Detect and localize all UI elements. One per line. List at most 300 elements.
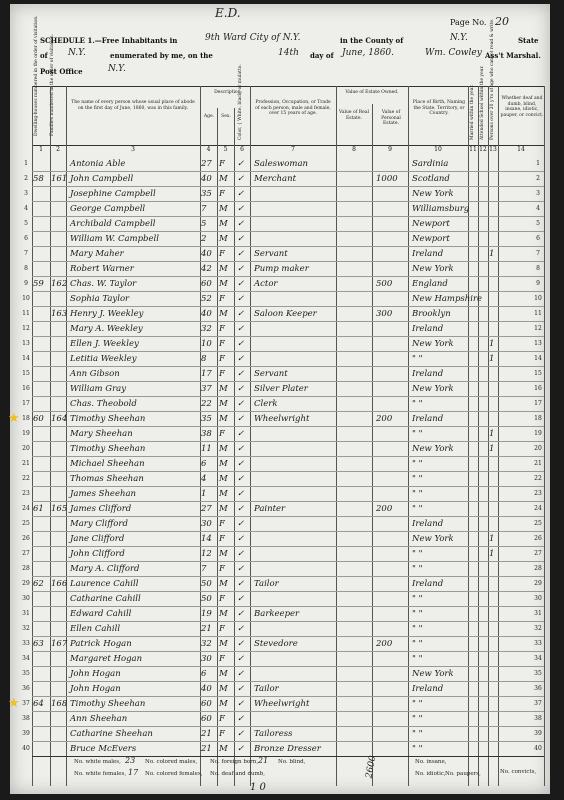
- person-name: George Campbell: [70, 204, 146, 214]
- family-number: 167: [51, 639, 68, 649]
- line-number: 22: [534, 475, 542, 482]
- footer-white-males: No. white males,: [74, 759, 121, 765]
- footer-deaf-dumb: No. deaf and dumb,: [210, 771, 265, 777]
- dwelling-number: 58: [33, 174, 44, 184]
- line-number: 3: [24, 190, 28, 197]
- dwelling-number: 60: [33, 414, 44, 424]
- cannot-read-write: 1: [489, 354, 495, 364]
- of-label: of: [40, 51, 48, 60]
- page-label: Page No.: [450, 18, 487, 27]
- person-age: 60: [201, 714, 212, 724]
- person-name: Thomas Sheehan: [70, 474, 144, 484]
- person-name: Ann Gibson: [70, 369, 120, 379]
- county: N.Y.: [450, 33, 468, 43]
- line-number: 6: [536, 235, 540, 242]
- person-name: Jane Clifford: [70, 534, 125, 544]
- birthplace: Ireland: [412, 519, 444, 529]
- dwelling-number: 62: [33, 579, 44, 589]
- line-number: 11: [22, 310, 30, 317]
- cannot-read-write: 1: [489, 534, 495, 544]
- row-rule: [32, 171, 544, 172]
- birthplace: " ": [412, 609, 423, 619]
- family-number: 165: [51, 504, 68, 514]
- line-number: 24: [22, 505, 30, 512]
- marshal-label: Ass't Marshal.: [485, 51, 541, 60]
- day-of-label: day of: [310, 51, 334, 60]
- person-name: John Campbell: [70, 174, 134, 184]
- birthplace: " ": [412, 594, 423, 604]
- birthplace: " ": [412, 714, 423, 724]
- person-sex: M: [219, 504, 228, 514]
- line-number: 34: [22, 655, 30, 662]
- line-number: 26: [22, 535, 30, 542]
- line-number: 16: [534, 385, 542, 392]
- dwelling-number: 64: [33, 699, 44, 709]
- col-head-4: Age.: [203, 114, 215, 119]
- person-age: 52: [201, 294, 212, 304]
- person-sex: F: [219, 594, 225, 604]
- line-number: 24: [534, 505, 542, 512]
- line-number: 5: [24, 220, 28, 227]
- line-number: 14: [534, 355, 542, 362]
- line-number: 34: [534, 655, 542, 662]
- footer-blind: No. blind,: [278, 759, 306, 765]
- footer-convicts: No. convicts,: [500, 769, 537, 775]
- birthplace: " ": [412, 429, 423, 439]
- person-age: 7: [201, 564, 207, 574]
- birthplace: Scotland: [412, 174, 450, 184]
- row-rule: [32, 501, 544, 502]
- enumerated-label: enumerated by me, on the: [110, 51, 213, 60]
- line-number: 21: [22, 460, 30, 467]
- person-name: Letitia Weekley: [70, 354, 137, 364]
- line-number: 28: [22, 565, 30, 572]
- line-number: 12: [534, 325, 542, 332]
- birthplace: " ": [412, 744, 423, 754]
- person-age: 27: [201, 504, 212, 514]
- person-sex: M: [219, 234, 228, 244]
- row-rule: [32, 426, 544, 427]
- person-age: 10: [201, 339, 212, 349]
- col-head-11: Married within the year.: [470, 84, 475, 140]
- person-sex: M: [219, 309, 228, 319]
- birthplace: New York: [412, 534, 454, 544]
- post-office-label: Post Office: [40, 67, 83, 76]
- person-sex: M: [219, 579, 228, 589]
- person-age: 35: [201, 414, 212, 424]
- row-rule: [32, 546, 544, 547]
- schedule-label: SCHEDULE 1.—Free Inhabitants in: [40, 36, 178, 45]
- row-rule: [32, 201, 544, 202]
- person-color: ✓: [237, 654, 245, 664]
- person-name: Michael Sheehan: [70, 459, 145, 469]
- birthplace: " ": [412, 504, 423, 514]
- person-sex: F: [219, 519, 225, 529]
- person-name: Catharine Sheehan: [70, 729, 153, 739]
- person-sex: M: [219, 669, 228, 679]
- footer-colored-females: No. colored females,: [145, 771, 203, 777]
- person-name: Chas. W. Taylor: [70, 279, 137, 289]
- family-number: 161: [51, 174, 68, 184]
- col-number: 13: [489, 146, 497, 153]
- birthplace: " ": [412, 699, 423, 709]
- person-color: ✓: [237, 339, 245, 349]
- person-name: John Hogan: [70, 684, 121, 694]
- person-name: Patrick Hogan: [70, 639, 132, 649]
- row-rule: [32, 681, 544, 682]
- line-number: 10: [534, 295, 542, 302]
- birthplace: Brooklyn: [412, 309, 451, 319]
- line-number: 35: [534, 670, 542, 677]
- birthplace: " ": [412, 459, 423, 469]
- row-rule: [32, 636, 544, 637]
- col-number: 9: [388, 146, 392, 153]
- line-number: 30: [22, 595, 30, 602]
- row-rule: [32, 531, 544, 532]
- person-sex: F: [219, 429, 225, 439]
- person-name: Catharine Cahill: [70, 594, 141, 604]
- person-sex: M: [219, 474, 228, 484]
- line-number: 29: [22, 580, 30, 587]
- footer-white-females: No. white females,: [74, 771, 127, 777]
- person-color: ✓: [237, 429, 245, 439]
- col-head-14: Whether deaf and dumb, blind, insane, idiotic, pauper, or convict.: [500, 96, 544, 118]
- person-color: ✓: [237, 414, 245, 424]
- line-number: 20: [22, 445, 30, 452]
- line-number: 21: [534, 460, 542, 467]
- col-head-3: The name of every person whose usual place of abode on the first day of June, 1860, was in this family.: [71, 100, 195, 111]
- row-rule: [32, 651, 544, 652]
- row-rule: [32, 366, 544, 367]
- line-number: 23: [22, 490, 30, 497]
- footer-insane: No. insane,: [415, 759, 447, 765]
- col-head-9: Value of Personal Estate.: [381, 110, 401, 126]
- person-sex: F: [219, 564, 225, 574]
- person-sex: F: [219, 354, 225, 364]
- row-rule: [32, 516, 544, 517]
- birthplace: Sardinia: [412, 159, 449, 169]
- col-head-13: Persons over 20 y'rs of age who cannot read & write.: [490, 18, 495, 140]
- person-color: ✓: [237, 264, 245, 274]
- person-age: 40: [201, 249, 212, 259]
- row-rule: [32, 291, 544, 292]
- person-color: ✓: [237, 369, 245, 379]
- birthplace: New Hampshire: [412, 294, 483, 304]
- footer-foreign-born: No. foreign born,: [210, 759, 259, 765]
- family-number: 162: [51, 279, 68, 289]
- birthplace: New York: [412, 264, 454, 274]
- person-occupation: Stevedore: [254, 639, 298, 649]
- row-rule: [32, 351, 544, 352]
- col-head-5: Sex.: [221, 114, 231, 119]
- person-name: James Clifford: [70, 504, 132, 514]
- line-number: 8: [536, 265, 540, 272]
- person-sex: M: [219, 699, 228, 709]
- person-age: 21: [201, 624, 212, 634]
- person-occupation: Saloon Keeper: [254, 309, 317, 319]
- census-page: [10, 4, 550, 794]
- person-age: 5: [201, 219, 207, 229]
- person-name: Sophia Taylor: [70, 294, 130, 304]
- line-number: 40: [534, 745, 542, 752]
- person-color: ✓: [237, 564, 245, 574]
- col-number: 11: [469, 146, 477, 153]
- person-color: ✓: [237, 159, 245, 169]
- person-color: ✓: [237, 534, 245, 544]
- line-number: 19: [534, 430, 542, 437]
- col-number: 14: [517, 146, 525, 153]
- row-rule: [32, 741, 544, 742]
- row-rule: [32, 276, 544, 277]
- person-occupation: Tailor: [254, 684, 279, 694]
- line-number: 4: [24, 205, 28, 212]
- post-office: N.Y.: [108, 64, 126, 74]
- line-number: 35: [22, 670, 30, 677]
- line-number: 17: [534, 400, 542, 407]
- line-number: 31: [22, 610, 30, 617]
- line-number: 10: [22, 295, 30, 302]
- person-sex: F: [219, 369, 225, 379]
- person-sex: M: [219, 414, 228, 424]
- page-number: 20: [495, 15, 509, 28]
- birthplace: " ": [412, 489, 423, 499]
- line-number: 22: [22, 475, 30, 482]
- birthplace: " ": [412, 399, 423, 409]
- person-name: Bruce McEvers: [70, 744, 137, 754]
- dwelling-number: 63: [33, 639, 44, 649]
- person-sex: M: [219, 684, 228, 694]
- col-rule: [372, 104, 373, 786]
- birthplace: " ": [412, 354, 423, 364]
- marshal: Wm. Cowley: [425, 48, 482, 58]
- row-rule: [32, 576, 544, 577]
- person-color: ✓: [237, 279, 245, 289]
- birthplace: Ireland: [412, 324, 444, 334]
- person-color: ✓: [237, 519, 245, 529]
- person-age: 12: [201, 549, 212, 559]
- line-number: 7: [536, 250, 540, 257]
- line-number: 15: [534, 370, 542, 377]
- row-rule: [32, 231, 544, 232]
- row-rule: [32, 456, 544, 457]
- row-rule: [32, 621, 544, 622]
- person-name: Mary Maher: [70, 249, 124, 259]
- person-occupation: Silver Plater: [254, 384, 308, 394]
- line-number: 6: [24, 235, 28, 242]
- cannot-read-write: 1: [489, 249, 495, 259]
- person-age: 32: [201, 639, 212, 649]
- person-age: 8: [201, 354, 207, 364]
- row-rule: [32, 396, 544, 397]
- person-name: Antonia Able: [70, 159, 126, 169]
- personal-estate-value: 200: [376, 414, 393, 424]
- person-age: 27: [201, 159, 212, 169]
- line-number: 15: [22, 370, 30, 377]
- row-rule: [32, 411, 544, 412]
- person-age: 38: [201, 429, 212, 439]
- birthplace: " ": [412, 654, 423, 664]
- person-name: John Clifford: [70, 549, 125, 559]
- person-sex: F: [219, 189, 225, 199]
- star-marker-icon: ★: [8, 411, 20, 426]
- col-head-description: Description.: [214, 90, 242, 95]
- day: 14th: [278, 48, 299, 58]
- person-sex: F: [219, 714, 225, 724]
- person-color: ✓: [237, 489, 245, 499]
- person-age: 37: [201, 384, 212, 394]
- birthplace: Ireland: [412, 249, 444, 259]
- line-number: 1: [536, 160, 540, 167]
- cannot-read-write: 1: [489, 444, 495, 454]
- col-number: 1: [39, 146, 43, 153]
- birthplace: England: [412, 279, 448, 289]
- person-sex: M: [219, 744, 228, 754]
- birthplace: Newport: [412, 219, 450, 229]
- person-name: Archibald Campbell: [70, 219, 156, 229]
- person-sex: M: [219, 459, 228, 469]
- row-rule: [32, 441, 544, 442]
- person-color: ✓: [237, 729, 245, 739]
- person-color: ✓: [237, 504, 245, 514]
- line-number: 38: [534, 715, 542, 722]
- col-number: 5: [223, 146, 228, 153]
- line-number: 2: [536, 175, 540, 182]
- person-color: ✓: [237, 384, 245, 394]
- col-number: 3: [131, 146, 135, 153]
- person-color: ✓: [237, 624, 245, 634]
- person-color: ✓: [237, 294, 245, 304]
- person-color: ✓: [237, 549, 245, 559]
- row-rule: [32, 246, 544, 247]
- col-number: 4: [206, 146, 211, 153]
- line-number: 39: [534, 730, 542, 737]
- line-number: 26: [534, 535, 542, 542]
- personal-estate-value: 1000: [376, 174, 398, 184]
- row-rule: [32, 561, 544, 562]
- person-sex: M: [219, 444, 228, 454]
- personal-estate-value: 300: [376, 309, 393, 319]
- person-color: ✓: [237, 594, 245, 604]
- person-name: Margaret Hogan: [70, 654, 143, 664]
- person-name: Timothy Sheehan: [70, 444, 146, 454]
- footer-paupers: No. paupers,: [445, 771, 481, 777]
- footer-idiotic: No. idiotic,: [415, 771, 446, 777]
- person-age: 17: [201, 369, 212, 379]
- row-rule: [32, 381, 544, 382]
- person-age: 50: [201, 594, 212, 604]
- line-number: 33: [534, 640, 542, 647]
- person-color: ✓: [237, 444, 245, 454]
- person-name: Timothy Sheehan: [70, 414, 146, 424]
- person-name: Timothy Sheehan: [70, 699, 146, 709]
- person-color: ✓: [237, 189, 245, 199]
- person-color: ✓: [237, 474, 245, 484]
- person-name: Laurence Cahill: [70, 579, 139, 589]
- person-age: 7: [201, 204, 207, 214]
- row-rule: [32, 486, 544, 487]
- person-color: ✓: [237, 609, 245, 619]
- family-number: 168: [51, 699, 68, 709]
- line-number: 28: [534, 565, 542, 572]
- person-sex: M: [219, 549, 228, 559]
- person-occupation: Servant: [254, 249, 288, 259]
- person-age: 6: [201, 459, 207, 469]
- row-rule: [32, 336, 544, 337]
- person-color: ✓: [237, 639, 245, 649]
- person-sex: F: [219, 654, 225, 664]
- person-occupation: Barkeeper: [254, 609, 300, 619]
- person-occupation: Tailoress: [254, 729, 293, 739]
- line-number: 12: [22, 325, 30, 332]
- line-number: 38: [22, 715, 30, 722]
- person-sex: M: [219, 279, 228, 289]
- col-number: 6: [240, 146, 244, 153]
- person-occupation: Wheelwright: [254, 699, 310, 709]
- col-head-6: Color, { White, black, or mulatto.: [238, 64, 243, 140]
- line-number: 13: [22, 340, 30, 347]
- personal-estate-value: 500: [376, 279, 393, 289]
- row-rule: [32, 216, 544, 217]
- col-rule: [544, 86, 545, 786]
- line-number: 31: [534, 610, 542, 617]
- person-occupation: Clerk: [254, 399, 278, 409]
- line-number: 17: [22, 400, 30, 407]
- person-sex: F: [219, 324, 225, 334]
- county-label: in the County of: [340, 36, 404, 45]
- family-number: 164: [51, 414, 68, 424]
- line-number: 36: [22, 685, 30, 692]
- person-occupation: Wheelwright: [254, 414, 310, 424]
- family-number: 163: [51, 309, 68, 319]
- line-number: 32: [22, 625, 30, 632]
- person-sex: F: [219, 534, 225, 544]
- personal-estate-value: 200: [376, 504, 393, 514]
- person-age: 21: [201, 744, 212, 754]
- person-name: Robert Warner: [70, 264, 134, 274]
- person-sex: M: [219, 639, 228, 649]
- row-rule: [32, 666, 544, 667]
- person-color: ✓: [237, 324, 245, 334]
- person-age: 4: [201, 474, 207, 484]
- line-number: 39: [22, 730, 30, 737]
- dwelling-number: 59: [33, 279, 44, 289]
- col-head-7: Profession, Occupation, or Trade of each person, male and female, over 15 years of age.: [255, 100, 331, 116]
- line-number: 11: [534, 310, 542, 317]
- line-number: 36: [534, 685, 542, 692]
- row-rule: [32, 696, 544, 697]
- col-head-8: Value of Real Estate.: [339, 110, 369, 121]
- birthplace: Ireland: [412, 579, 444, 589]
- row-rule: [32, 321, 544, 322]
- row-rule: [32, 306, 544, 307]
- footer-white-males-count: 23: [125, 756, 136, 765]
- line-number: 30: [534, 595, 542, 602]
- person-age: 35: [201, 189, 212, 199]
- cannot-read-write: 1: [489, 429, 495, 439]
- line-number: 14: [22, 355, 30, 362]
- line-number: 19: [22, 430, 30, 437]
- person-sex: M: [219, 219, 228, 229]
- cannot-read-write: 1: [489, 549, 495, 559]
- person-age: 14: [201, 534, 212, 544]
- person-name: Chas. Theobold: [70, 399, 137, 409]
- person-color: ✓: [237, 459, 245, 469]
- person-sex: F: [219, 729, 225, 739]
- birthplace: Newport: [412, 234, 450, 244]
- line-number: 4: [536, 205, 540, 212]
- person-sex: M: [219, 489, 228, 499]
- person-occupation: Bronze Dresser: [254, 744, 321, 754]
